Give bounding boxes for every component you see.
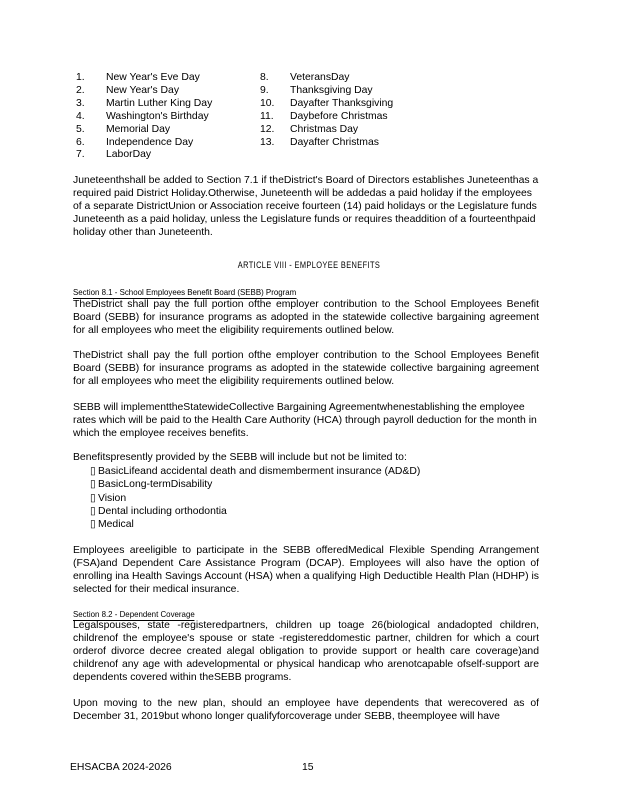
benefit-item (90, 465, 420, 478)
holiday-name: New Year's Eve Day (106, 72, 200, 83)
benefit-item (90, 518, 420, 531)
holiday-number: 10. (260, 97, 275, 109)
holiday-number: 9. (260, 84, 269, 96)
benefit-label: BasicLifeand accidental death and dismemberment insurance (AD&D) (98, 466, 421, 477)
footer-document-id: EHSACBA 2024-2026 (70, 762, 172, 773)
section-8-2-paragraph-2: Upon moving to the new plan, should an employee have dependents that werecovered as of December 31, 2019but whono longer qualifyforcoverage under SEBB, theemployee will have (73, 698, 539, 722)
holiday-name: Dayafter Christmas (290, 136, 379, 148)
holiday-item (260, 137, 420, 150)
section-8-1-paragraph-3: SEBB will implementtheStatewideCollective Bargaining Agreementwhenestablishing the employee rates which will be paid to the Health Care Authority (HCA) through payroll deduction for the month in which the employee receives benefits. (73, 402, 537, 439)
bullet-box-icon: ▯ (90, 492, 96, 504)
section-8-1-paragraph-1: TheDistrict shall pay the full portion ofthe employer contribution to the School Employees Benefit Board (SEBB) for insurance programs as adopted in the statewide collective bargaining agreement for all employees who meet the eligibility requirements outlined below. (73, 299, 539, 336)
bullet-box-icon: ▯ (90, 479, 96, 491)
holiday-number: 5. (76, 123, 85, 135)
holiday-item (260, 72, 420, 85)
holiday-number: 8. (260, 72, 269, 83)
benefit-item (90, 505, 420, 518)
holiday-item (76, 72, 266, 85)
holiday-item (260, 111, 420, 124)
benefit-label: BasicLong-termDisability (98, 479, 213, 491)
holiday-item (76, 124, 266, 137)
benefit-label: Dental including orthodontia (98, 505, 227, 517)
holiday-name: Daybefore Christmas (290, 110, 388, 122)
benefit-label: Vision (98, 492, 127, 504)
holiday-number: 3. (76, 97, 85, 109)
section-8-2-paragraph-1: Legalspouses, state -registeredpartners, children up toage 26(biological andadopted children, childrenof the employee's spouse or state -registereddomestic partner, children for which a court orderof divorce decree created alegal obligation to provide support or health care coverage)and childrenof any age with adevelopmental or physical handicap who arenotcapable ofself-support are dependents covered within theSEBB programs. (73, 620, 539, 683)
section-8-2-heading: Section 8.2 - Dependent Coverage (73, 609, 195, 619)
benefits-intro: Benefitspresently provided by the SEBB will include but not be limited to: (73, 452, 407, 463)
holiday-item (76, 85, 266, 98)
benefit-item (90, 478, 420, 491)
holiday-number: 13. (260, 136, 275, 148)
holiday-number: 12. (260, 123, 275, 135)
holiday-item (260, 124, 420, 137)
holiday-item (76, 111, 266, 124)
holiday-name: New Year's Day (106, 84, 180, 96)
fsa-paragraph: Employees areeligible to participate in the SEBB offeredMedical Flexible Spending Arrangement (FSA)and Dependent Care Assistance Program (DCAP). Employees will also have the option of enrolling ina Health Savings Account (HSA) when a qualifying High Deductible Health Plan (HDHP) is selected for their medical insurance. (73, 545, 539, 595)
holiday-column-right (260, 72, 420, 149)
bullet-box-icon: ▯ (90, 505, 96, 517)
benefit-label: Medical (98, 519, 134, 531)
holiday-number: 6. (76, 136, 85, 148)
holiday-name: Memorial Day (106, 123, 171, 135)
bullet-box-icon: ▯ (90, 519, 96, 531)
juneteenth-paragraph: Juneteenthshall be added to Section 7.1 if theDistrict's Board of Directors establishes Juneteenthas a required paid District Holiday.Otherwise, Juneteenth will be addedas a paid holiday if the employees of a separate DistrictUnion or Association receive fourteen (14) paid holidays or the Legislature funds Juneteenth as a paid holiday, unless the Legislature funds or requires theaddition of a fourteenthpaid holiday other than Juneteenth. (73, 175, 539, 238)
holiday-number: 4. (76, 110, 85, 122)
benefits-list (90, 465, 420, 531)
holiday-item (76, 149, 266, 162)
holiday-column-left (76, 72, 266, 162)
holiday-name: VeteransDay (290, 72, 350, 83)
holiday-name: Independence Day (106, 136, 194, 148)
holiday-item (76, 98, 266, 111)
article-heading: ARTICLE VIII - EMPLOYEE BENEFITS (237, 260, 381, 271)
holiday-number: 11. (260, 110, 274, 122)
holiday-name: Martin Luther King Day (106, 97, 213, 109)
holiday-item (260, 98, 420, 111)
holiday-number: 7. (76, 149, 85, 161)
benefit-item (90, 492, 420, 505)
holiday-name: Washington's Birthday (106, 110, 209, 122)
footer-page-number: 15 (302, 762, 314, 773)
holiday-name: LaborDay (106, 149, 152, 161)
holiday-name: Thanksgiving Day (290, 84, 373, 96)
holiday-name: Dayafter Thanksgiving (290, 97, 394, 109)
holiday-item (260, 85, 420, 98)
holiday-item (76, 137, 266, 150)
holiday-number: 1. (76, 72, 85, 83)
holiday-name: Christmas Day (290, 123, 359, 135)
bullet-box-icon: ▯ (90, 466, 96, 477)
holiday-number: 2. (76, 84, 85, 96)
section-8-1-heading: Section 8.1 - School Employees Benefit Board (SEBB) Program (73, 287, 297, 297)
section-8-1-paragraph-2: TheDistrict shall pay the full portion ofthe employer contribution to the School Employees Benefit Board (SEBB) for insurance programs as adopted in the statewide collective bargaining agreement for all employees who meet the eligibility requirements outlined below. (73, 350, 539, 387)
